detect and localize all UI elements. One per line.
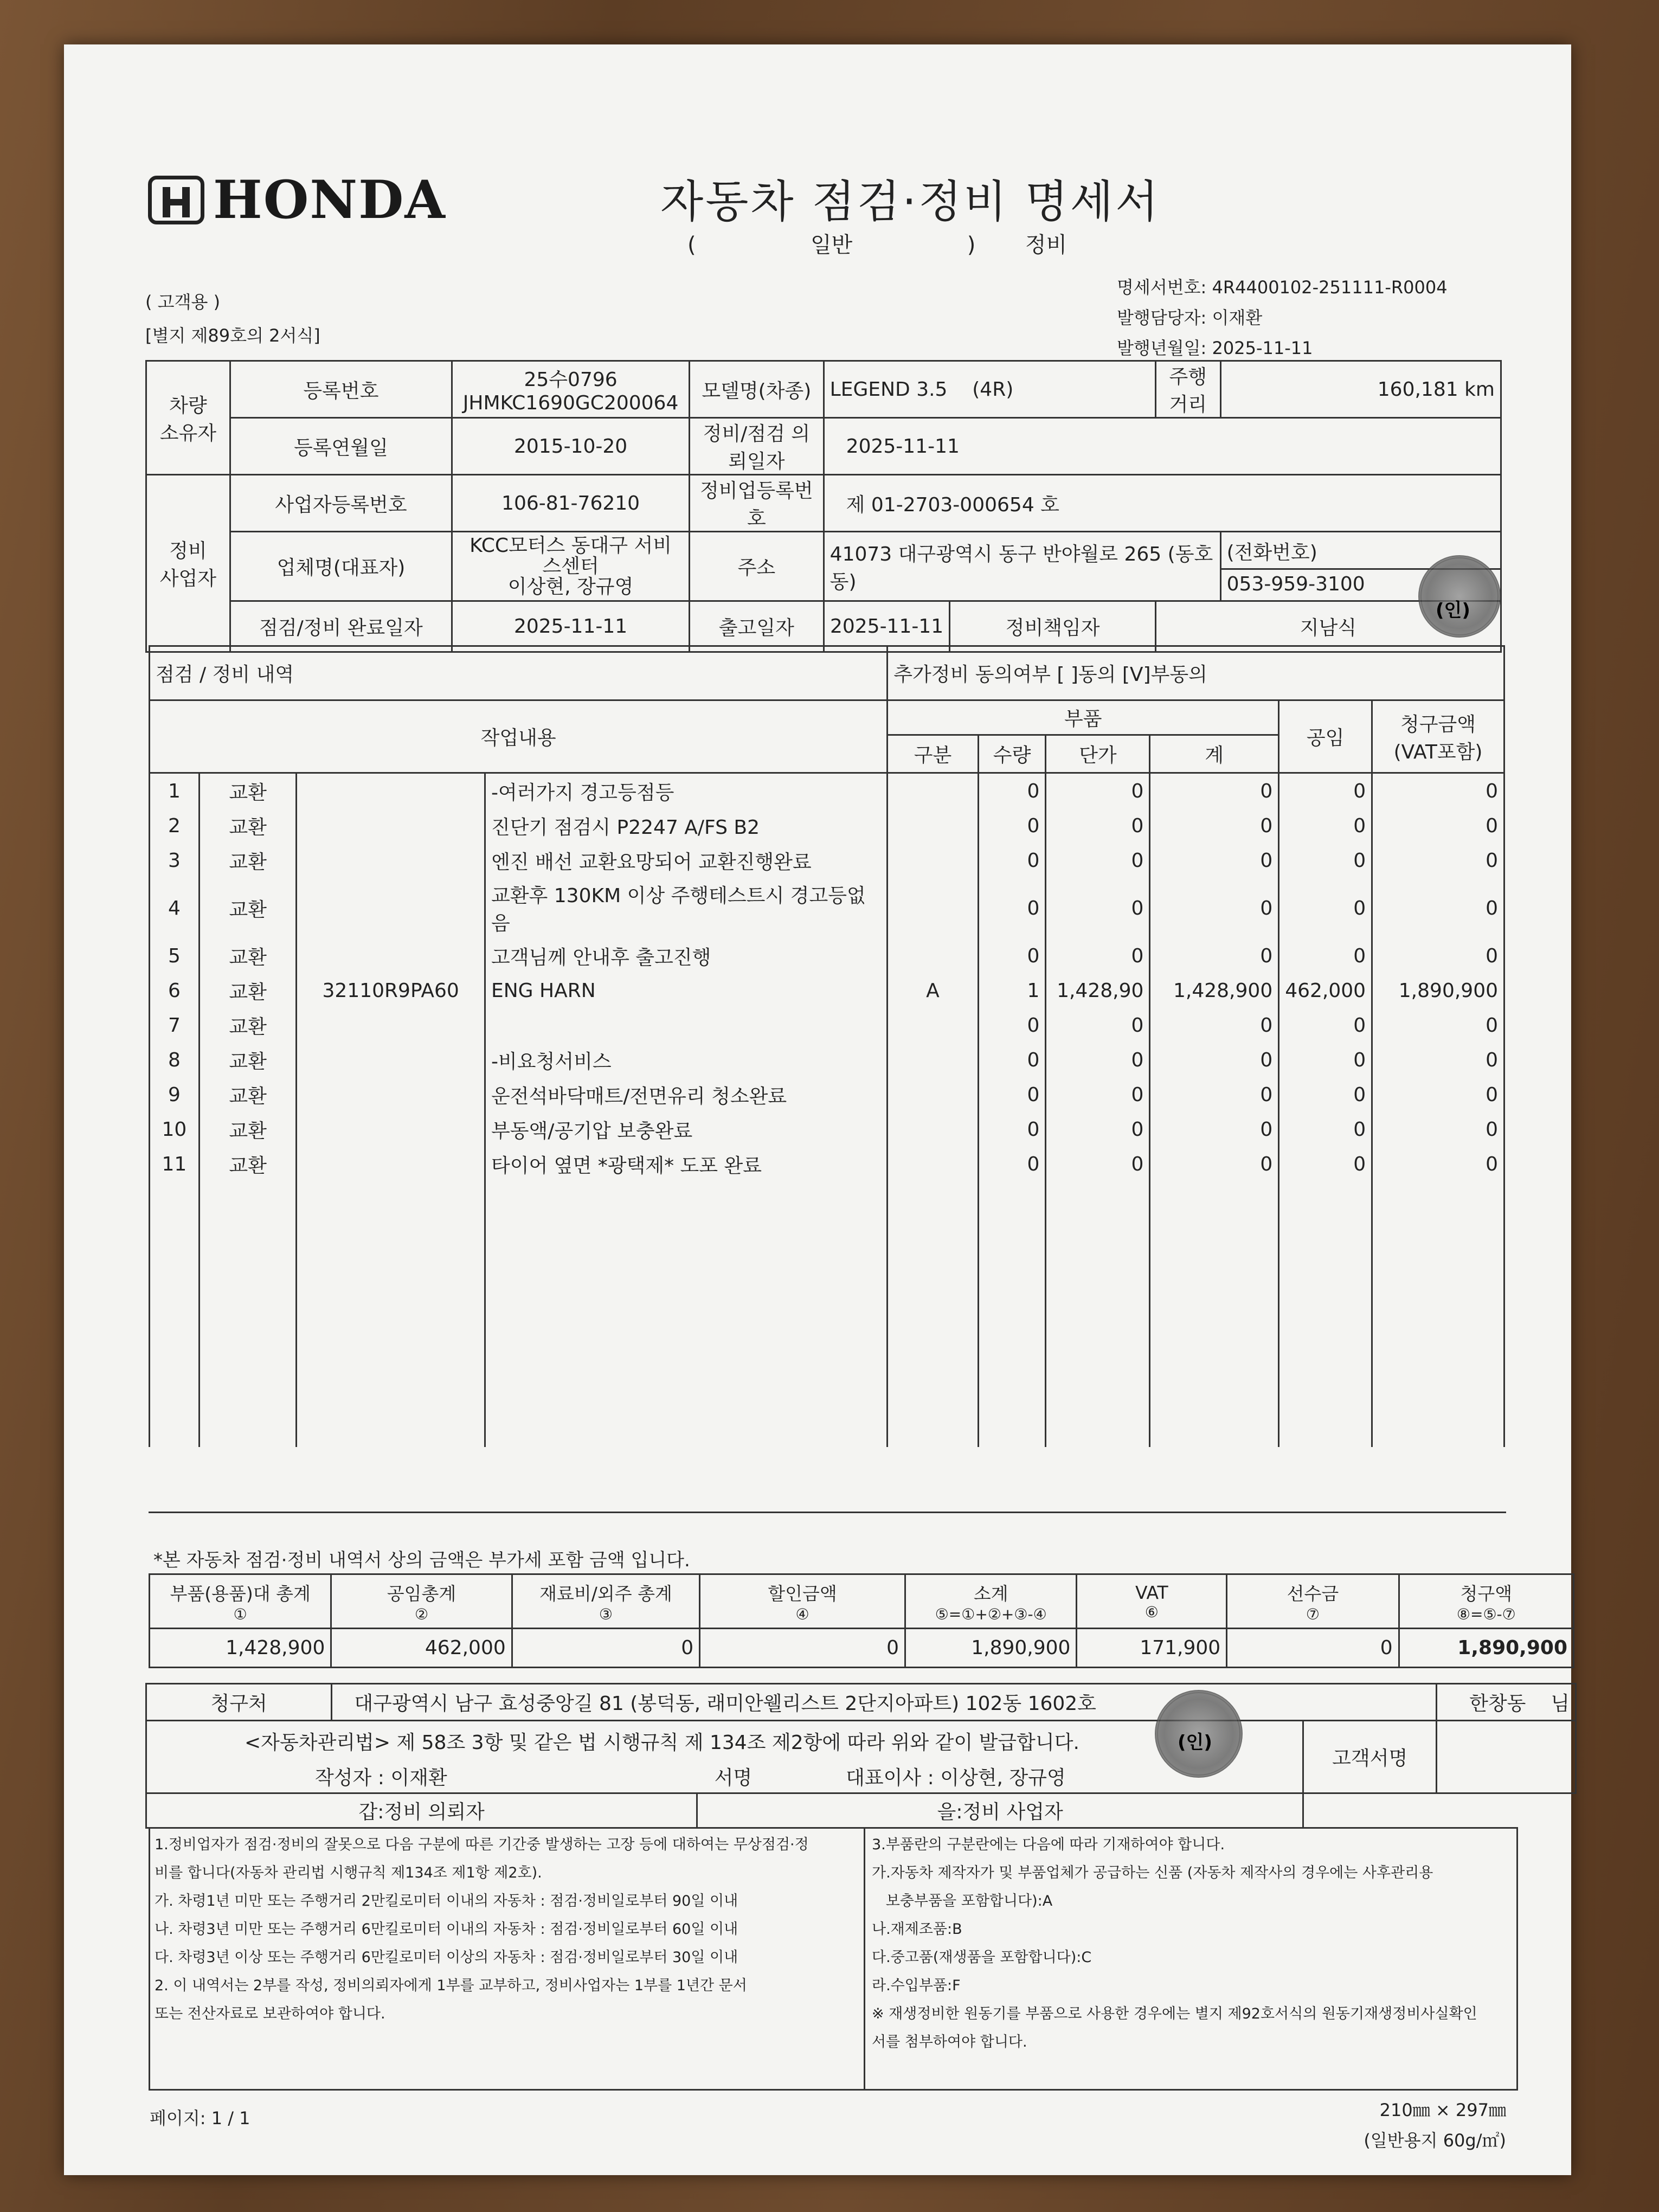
item-sum: 0 [1150,1077,1279,1112]
shop-reg-label: 정비업등록번호 [690,475,824,532]
item-amount: 0 [1372,808,1504,843]
item-amount: 0 [1372,878,1504,938]
totals-header: 소계 ⑤=①+②+③-④ [905,1574,1076,1629]
copy-label: ( 고객용 ) [145,292,221,312]
item-price: 0 [1046,1077,1150,1112]
totals-header: VAT ⑥ [1077,1574,1227,1629]
item-number: 10 [150,1112,200,1147]
item-amount: 0 [1372,1112,1504,1147]
item-price: 0 [1046,843,1150,878]
item-number: 7 [150,1008,200,1043]
item-qty: 0 [978,1008,1046,1043]
item-sum: 0 [1150,1112,1279,1147]
model-cell: LEGEND 3.5 (4R) [824,361,1155,418]
item-qty: 0 [978,773,1046,809]
totals-header: 부품(용품)대 총계 ① [150,1574,331,1629]
item-labor: 0 [1279,843,1372,878]
totals-value: 171,900 [1077,1629,1227,1668]
item-kind: 교환 [199,1112,296,1147]
item-kind: 교환 [199,878,296,938]
billing-customer: 한창동 님 [1437,1684,1576,1721]
item-labor: 0 [1279,1008,1372,1043]
item-description: 운전석바닥매트/전면유리 청소완료 [485,1077,887,1112]
form-label: [별지 제89호의 2서식] [145,325,320,346]
item-number: 6 [150,973,200,1008]
item-amount: 0 [1372,843,1504,878]
work-table [149,645,1505,1447]
doc-info [1117,272,1448,363]
totals-header: 청구액 ⑧=⑤-⑦ [1399,1574,1573,1629]
note-line: 가.자동차 제작자가 및 부품업체가 공급하는 신품 (자동차 제작사의 경우에는 사후관리용 [872,1864,1433,1881]
totals-value: 1,890,900 [905,1629,1076,1668]
item-type [888,1112,978,1147]
item-qty: 0 [978,1112,1046,1147]
table-row [150,773,1504,809]
item-type [888,773,978,809]
item-description: 고객님께 안내후 출고진행 [485,938,887,973]
mileage-label: 주행거리 [1155,361,1220,418]
document-subtitle: ( 일반 ) 정비 [687,233,1068,258]
item-price: 0 [1046,1112,1150,1147]
item-sum: 0 [1150,938,1279,973]
totals-header: 공임총계 ② [331,1574,512,1629]
header-parts: 부품 [888,700,1279,735]
document-sheet [64,44,1571,2175]
reg-no-cell: 25수0796 JHMKC1690GC200064 [452,361,690,418]
totals-header: 재료비/외주 총계 ③ [512,1574,699,1629]
item-number: 5 [150,938,200,973]
item-description: 엔진 배선 교환요망되어 교환진행완료 [485,843,887,878]
phone-cell: (전화번호) 053-959-3100 [1220,532,1501,601]
item-sum: 1,428,900 [1150,973,1279,1008]
page-number: 페이지: 1 / 1 [150,2108,250,2129]
table-row [150,1043,1504,1077]
item-labor: 0 [1279,1077,1372,1112]
item-sum: 0 [1150,1043,1279,1077]
item-qty: 0 [978,808,1046,843]
note-line: 가. 차령1년 미만 또는 주행거리 2만킬로미터 이내의 자동차 : 점검·정비일로부터 90일 이내 [155,1893,738,1909]
item-amount: 0 [1372,773,1504,809]
paper-spec: 210㎜ × 297㎜ (일반용지 60g/㎡) [1364,2100,1506,2151]
item-sum: 0 [1150,1147,1279,1181]
totals-value: 0 [700,1629,905,1668]
item-kind: 교환 [199,1043,296,1077]
table-row [150,843,1504,878]
info-table [145,360,1502,653]
item-type [888,878,978,938]
mileage-value: 160,181 km [1220,361,1501,418]
totals-header: 할인금액 ④ [700,1574,905,1629]
manager-cell: 지남식 [1155,601,1501,652]
party-b: 을:정비 사업자 [697,1793,1303,1828]
item-labor: 0 [1279,1147,1372,1181]
item-amount: 1,890,900 [1372,973,1504,1008]
item-description: ENG HARN [485,973,887,1008]
item-type [888,1008,978,1043]
item-qty: 0 [978,1147,1046,1181]
table-row [150,808,1504,843]
item-price: 0 [1046,878,1150,938]
honda-h-icon [148,176,204,224]
note-line: 보충부품을 포함합니다):A [872,1893,1053,1909]
item-part-number [297,843,485,878]
header-amount: 청구금액 (VAT포함) [1372,700,1504,773]
item-description: 부동액/공기압 보충완료 [485,1112,887,1147]
item-price: 0 [1046,808,1150,843]
model-label: 모델명(차종) [690,361,824,418]
note-line: 다. 차령3년 이상 또는 주행거리 6만킬로미터 이상의 자동차 : 점검·정비일로부터 30일 이내 [155,1949,738,1966]
note-line: 라.수입부품:F [872,1977,961,1994]
law-statement: <자동차관리법> 제 58조 3항 및 같은 법 시행규칙 제 134조 제2항에 따라 위와 같이 발급합니다. 작성자 : 이재환 서명 대표이사 : 이상현, 장규영 [146,1721,1303,1793]
item-description: -여러가지 경고등점등 [485,773,887,809]
item-type [888,1147,978,1181]
release-date-value: 2025-11-11 [824,601,950,652]
item-amount: 0 [1372,1008,1504,1043]
billing-table [145,1683,1577,1829]
totals-value: 462,000 [331,1629,512,1668]
item-part-number [297,1147,485,1181]
vat-note: *본 자동차 점검·정비 내역서 상의 금액은 부가세 포함 금액 입니다. [153,1549,690,1571]
item-kind: 교환 [199,973,296,1008]
item-part-number [297,878,485,938]
reg-no-label: 등록번호 [230,361,452,418]
customer-sign-label: 고객서명 [1303,1721,1437,1793]
item-number: 11 [150,1147,200,1181]
biz-no-value: 106-81-76210 [452,475,690,532]
note-line: 나.재제조품:B [872,1921,962,1938]
item-qty: 0 [978,843,1046,878]
item-kind: 교환 [199,808,296,843]
customer-sign-box [1437,1721,1576,1793]
item-kind: 교환 [199,843,296,878]
table-row [150,938,1504,973]
totals-header: 선수금 ⑦ [1227,1574,1399,1629]
note-line: ※ 재생정비한 원동기를 부품으로 사용한 경우에는 별지 제92호서식의 원동기재생정비사실확인 [872,2005,1477,2022]
manager-label: 정비책임자 [950,601,1155,652]
item-labor: 0 [1279,773,1372,809]
billing-address: 대구광역시 남구 효성중앙길 81 (봉덕동, 래미안웰리스트 2단지아파트) 102동 1602호 [332,1684,1437,1721]
item-qty: 0 [978,938,1046,973]
reg-date-value: 2015-10-20 [452,418,690,475]
request-date-label: 정비/점검 의뢰일자 [690,418,824,475]
address-value: 41073 대구광역시 동구 반야월로 265 (동호동) [824,532,1220,601]
item-description: 교환후 130KM 이상 주행테스트시 경고등없 음 [485,878,887,938]
note-line: 나. 차령3년 미만 또는 주행거리 6만킬로미터 이내의 자동차 : 점검·정비일로부터 60일 이내 [155,1921,738,1938]
item-part-number: 32110R9PA60 [297,973,485,1008]
header-labor: 공임 [1279,700,1372,773]
totals-value: 0 [1227,1629,1399,1668]
consent-status: 추가정비 동의여부 [ ]동의 [V]부동의 [888,646,1504,700]
notes-right [865,1829,1516,2089]
item-type [888,808,978,843]
totals-value: 0 [512,1629,699,1668]
item-number: 3 [150,843,200,878]
doc-issue-date: 발행년월일: 2025-11-11 [1117,338,1313,358]
honda-logo [148,169,446,230]
release-date-label: 출고일자 [690,601,824,652]
party-a: 갑:정비 의뢰자 [146,1793,697,1828]
header-type: 구분 [888,735,978,773]
notes-box [149,1827,1518,2091]
item-amount: 0 [1372,1043,1504,1077]
table-row [150,1112,1504,1147]
table-row [150,1077,1504,1112]
shop-name-label: 업체명(대표자) [230,532,452,601]
table-row [150,878,1504,938]
item-part-number [297,1112,485,1147]
note-line: 비를 합니다(자동차 관리법 시행규칙 제134조 제1항 제2호). [155,1864,542,1881]
item-amount: 0 [1372,1077,1504,1112]
item-kind: 교환 [199,938,296,973]
totals-table [149,1573,1574,1668]
item-part-number [297,1043,485,1077]
item-kind: 교환 [199,773,296,809]
item-number: 2 [150,808,200,843]
item-type: A [888,973,978,1008]
item-sum: 0 [1150,878,1279,938]
notes-left [150,1829,865,2089]
item-part-number [297,808,485,843]
item-price: 0 [1046,773,1150,809]
doc-number: 명세서번호: 4R4400102-251111-R0004 [1117,277,1448,298]
item-price: 0 [1046,938,1150,973]
table-row [150,1008,1504,1043]
shop-section-label: 정비 사업자 [146,475,230,652]
item-part-number [297,773,485,809]
item-number: 4 [150,878,200,938]
item-amount: 0 [1372,1147,1504,1181]
item-part-number [297,1008,485,1043]
note-line: 1.정비업자가 점검·정비의 잘못으로 다음 구분에 따른 기간중 발생하는 고장 등에 대하여는 무상점검·정 [155,1836,809,1853]
vehicle-section-label: 차량 소유자 [146,361,230,475]
item-labor: 0 [1279,808,1372,843]
note-line: 서를 첨부하여야 합니다. [872,2034,1027,2050]
item-price: 0 [1046,1008,1150,1043]
totals-value: 1,890,900 [1399,1629,1573,1668]
table-row [150,1147,1504,1181]
item-type [888,938,978,973]
note-line: 다.중고품(재생품을 포함합니다):C [872,1949,1092,1966]
item-price: 1,428,90 [1046,973,1150,1008]
note-line: 또는 전산자료로 보관하여야 합니다. [155,2005,385,2022]
item-labor: 462,000 [1279,973,1372,1008]
doc-issuer: 발행담당자: 이재환 [1117,307,1263,328]
address-label-cell: 주소 [690,532,824,601]
billing-label: 청구처 [146,1684,332,1721]
item-kind: 교환 [199,1147,296,1181]
item-sum: 0 [1150,808,1279,843]
shop-reg-value: 제 01-2703-000654 호 [824,475,1501,532]
reg-date-label: 등록연월일 [230,418,452,475]
item-type [888,843,978,878]
table-row [150,973,1504,1008]
item-description: -비요청서비스 [485,1043,887,1077]
totals-value: 1,428,900 [150,1629,331,1668]
header-qty: 수량 [978,735,1046,773]
brand-name: HONDA [213,169,446,230]
item-description [485,1008,887,1043]
item-sum: 0 [1150,1008,1279,1043]
item-kind: 교환 [199,1077,296,1112]
complete-date-value: 2025-11-11 [452,601,690,652]
item-kind: 교환 [199,1008,296,1043]
item-type [888,1077,978,1112]
item-number: 1 [150,773,200,809]
biz-no-label: 사업자등록번호 [230,475,452,532]
item-qty: 0 [978,1077,1046,1112]
complete-date-label: 점검/정비 완료일자 [230,601,452,652]
item-number: 9 [150,1077,200,1112]
item-description: 타이어 옆면 *광택제* 도포 완료 [485,1147,887,1181]
item-type [888,1043,978,1077]
item-labor: 0 [1279,878,1372,938]
header-sum: 계 [1150,735,1279,773]
item-labor: 0 [1279,1112,1372,1147]
item-number: 8 [150,1043,200,1077]
item-part-number [297,938,485,973]
shop-name-value: KCC모터스 동대구 서비 스센터 이상현, 장규영 [452,532,690,601]
item-amount: 0 [1372,938,1504,973]
request-date-value: 2025-11-11 [824,418,1501,475]
item-price: 0 [1046,1147,1150,1181]
item-qty: 0 [978,878,1046,938]
item-qty: 0 [978,1043,1046,1077]
item-labor: 0 [1279,938,1372,973]
item-part-number [297,1077,485,1112]
work-section-label: 점검 / 정비 내역 [150,646,888,700]
ceo-seal-mark: (인) [1178,1732,1212,1753]
header-work: 작업내용 [150,700,888,773]
item-sum: 0 [1150,843,1279,878]
item-price: 0 [1046,1043,1150,1077]
work-table-bottom [149,1512,1506,1513]
item-labor: 0 [1279,1043,1372,1077]
item-sum: 0 [1150,773,1279,809]
document-title: 자동차 점검·정비 명세서 [660,176,1161,228]
item-description: 진단기 점검시 P2247 A/FS B2 [485,808,887,843]
note-line: 3.부품란의 구분란에는 다음에 따라 기재하여야 합니다. [872,1836,1225,1853]
header-price: 단가 [1046,735,1150,773]
work-table-blank [150,1181,1504,1447]
item-qty: 1 [978,973,1046,1008]
shop-seal-mark: (인) [1436,600,1470,621]
note-line: 2. 이 내역서는 2부를 작성, 정비의뢰자에게 1부를 교부하고, 정비사업자는 1부를 1년간 문서 [155,1977,747,1994]
